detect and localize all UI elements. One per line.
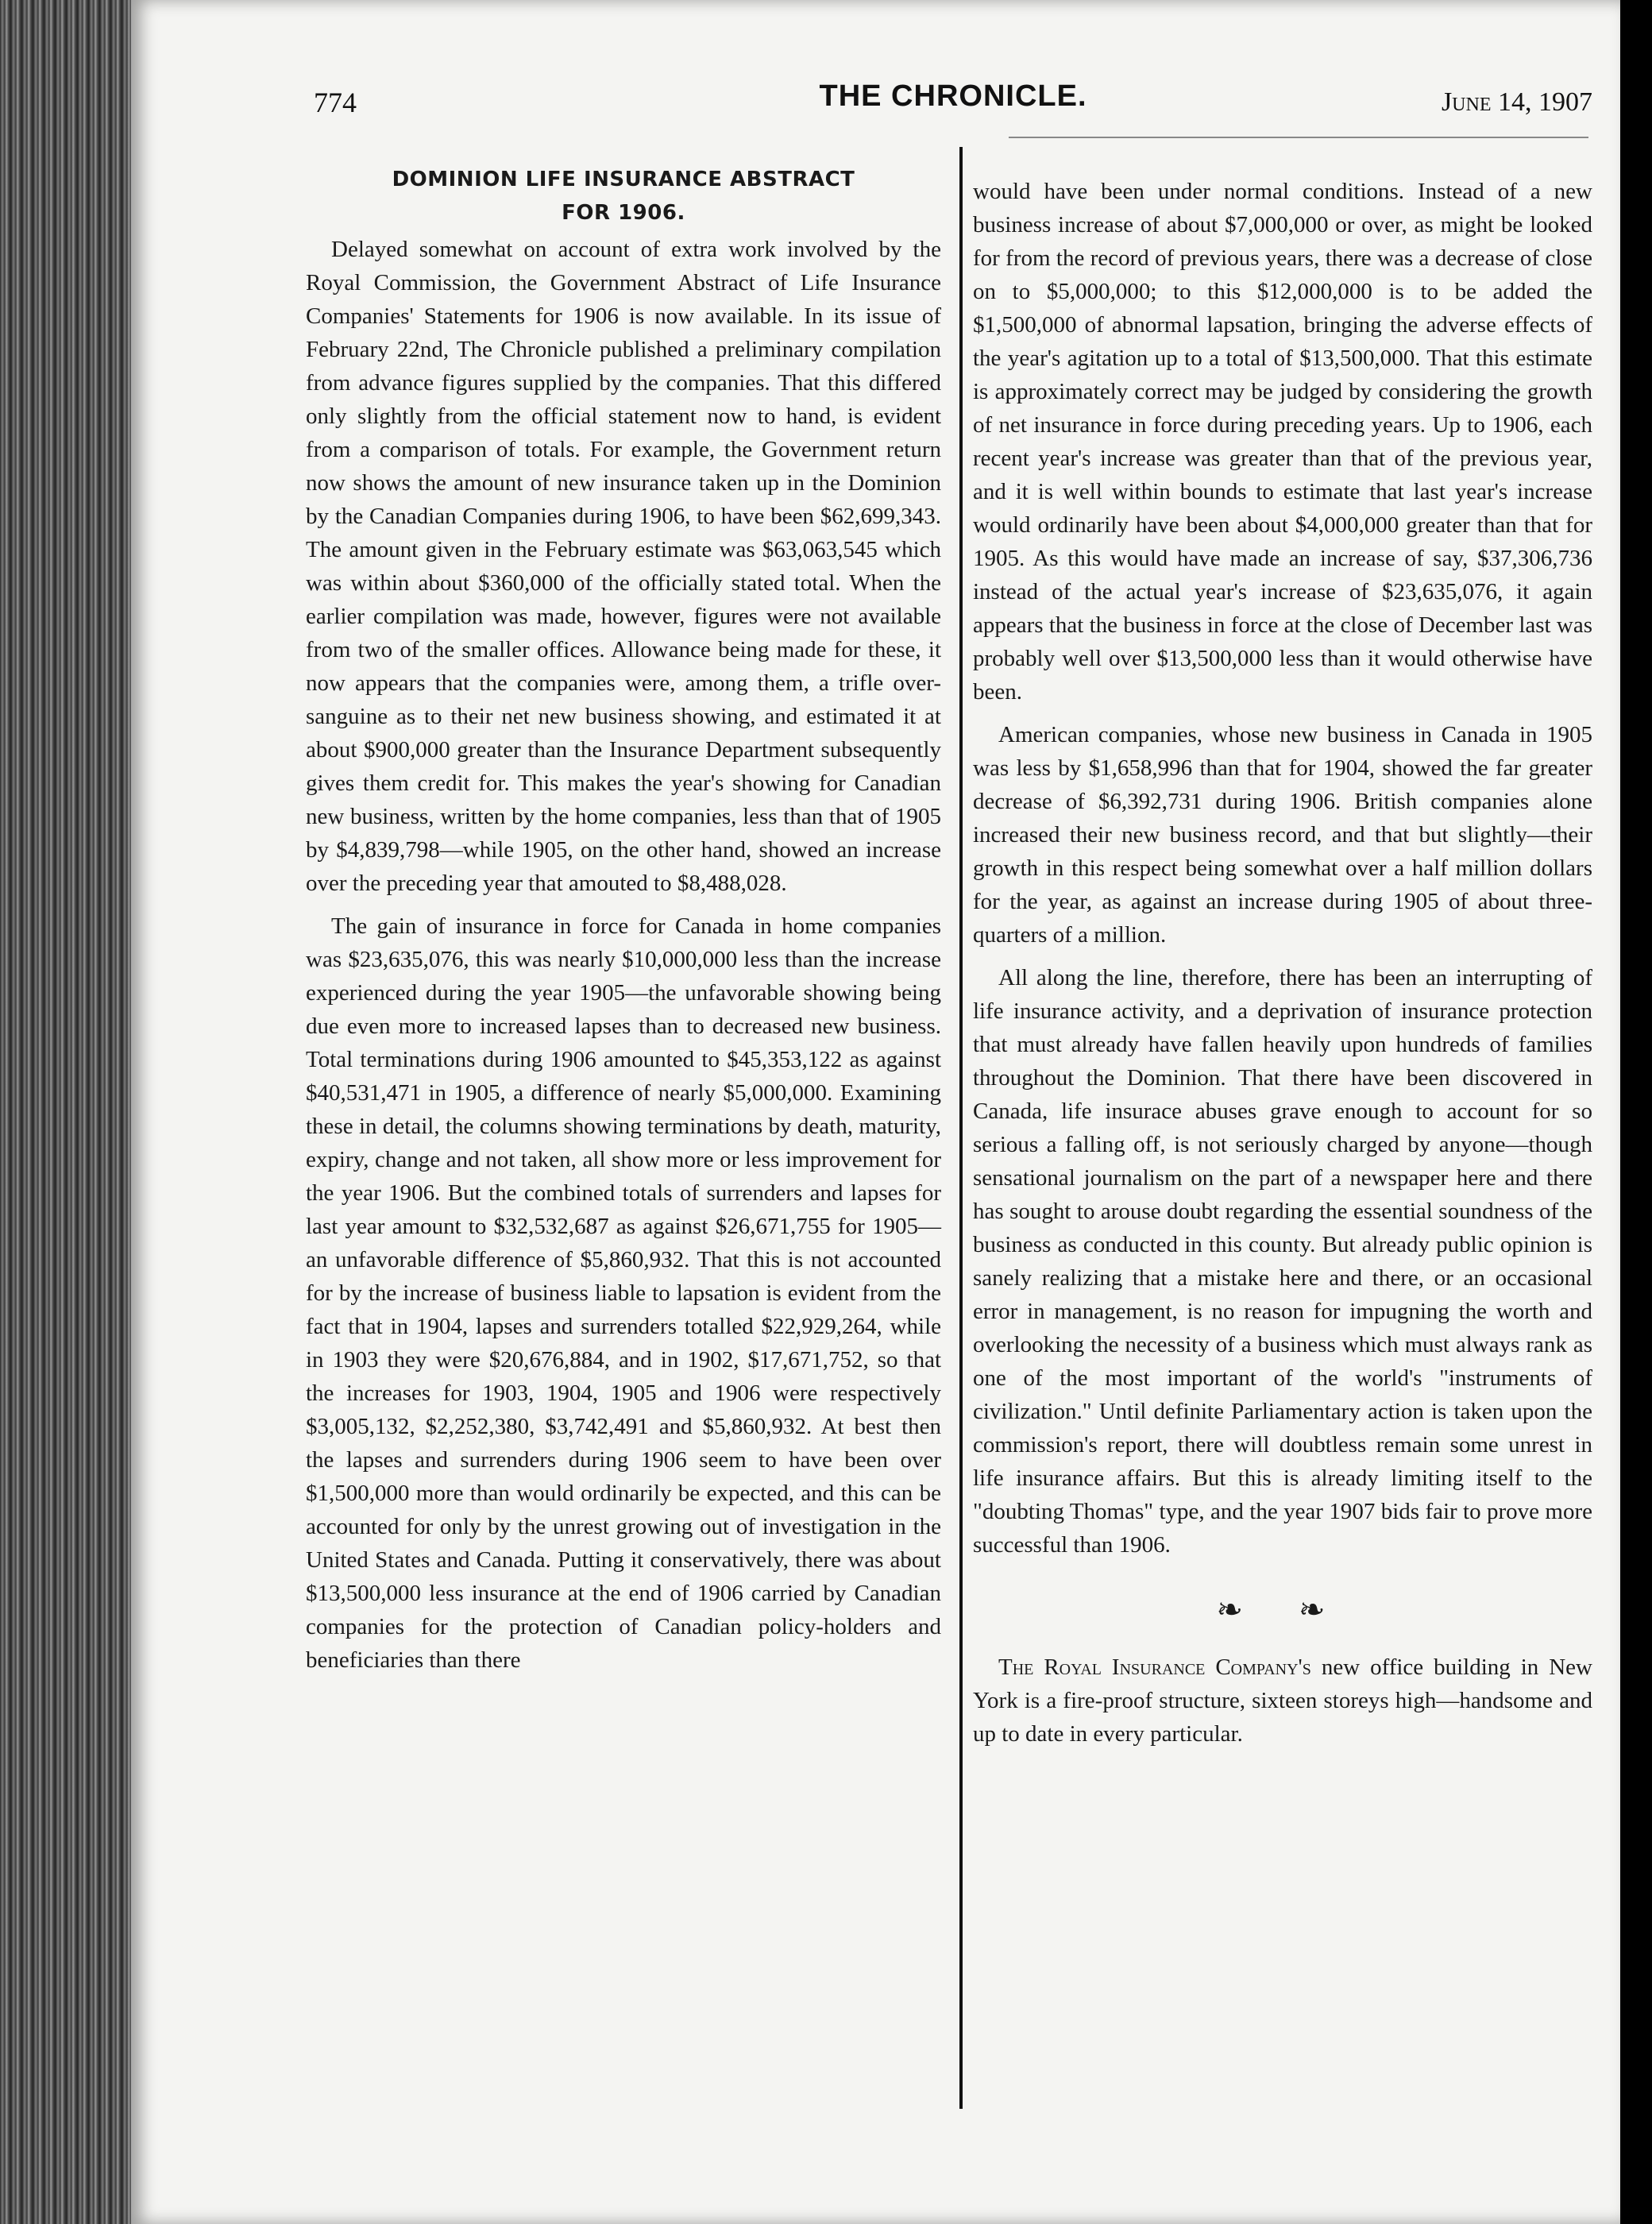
paragraph-2: The gain of insurance in force for Canada in home companies was $23,635,076, this was nearly $10,000,000 less than the increase experienced during the year 1905—the unfavorable showing being due even more to increased lapses than to decreased new business. Total terminations during 1906 amounted to $45,353,122 as against $40,531,471 in 1905, a difference of nearly $5,000,000. Examining these in detail, the columns showing terminations by death, maturity, expiry, change and not taken, all show more or less improvement for the year 1906. But the combined totals of surrenders and lapses for last year amount to $32,532,687 as against $26,671,755 for 1905—an unfavorable difference of $5,860,932. That this is not accounted for by the increase of business liable to lapsation is evident from the fact that in 1904, lapses and surrenders totalled $22,929,264, while in 1903 they were $20,676,884, and in 1902, $17,671,752, so that the increases for 1903, 1904, 1905 and 1906 were respectively $3,005,132, $2,252,380, $3,742,491 and $5,860,932. At best then the lapses and surrenders during 1906 seem to have been over $1,500,000 more than would ordinarily be expected, and this can be accounted for only by the unrest growing out of investigation in the United States and Canada. Putting it conservatively, there was about $13,500,000 less insurance at the end of 1906 carried by Canadian companies for the protection of Canadian policy-holders and beneficiaries than there: [306, 913, 941, 1673]
section-ornament: ❧ ❧: [1216, 1592, 1349, 1627]
book-spine: [0, 0, 131, 2224]
notice-lead: The Royal Insurance Company's: [998, 1654, 1311, 1680]
paragraph-4: American companies, whose new business in Canada in 1905 was less by $1,658,996 than that for 1904, showed the far greater decrease of $6,392,731 during 1906. British companies alone increased their new business record, and that but slightly—their growth in this respect being somewhat over a half million dollars for the year, as against an increase during 1905 of about three-quarters of a million.: [973, 722, 1592, 948]
paragraph-3: would have been under normal conditions. Instead of a new business increase of about $7,000,000 or over, as might be looked for from the record of previous years, there was a decrease of close on to $5,000,000; to this $12,000,000 is to be added the $1,500,000 of abnormal lapsation, bringing the adverse effects of the year's agitation up to a total of $13,500,000. That this estimate is approximately correct may be judged by considering the growth of net insurance in force during preceding years. Up to 1906, each recent year's increase was greater than that of the previous year, and it is well within bounds to estimate that last year's increase would ordinarily have been about $4,000,000 greater than that for 1905. As this would have made an increase of say, $37,306,736 instead of the actual year's increase of $23,635,076, it again appears that the business in force at the close of December last was probably well over $13,500,000 less than it would otherwise have been.: [973, 179, 1592, 705]
article-title-line2: FOR 1906.: [562, 201, 685, 225]
article-title: [306, 163, 941, 230]
scan-border: [1620, 0, 1652, 2224]
right-column: [973, 175, 1592, 1751]
paragraph-5: All along the line, therefore, there has been an interrupting of life insurance activity, and a deprivation of insurance protection that must already have fallen heavily upon hundreds of families throughout the Dominion. That there have been discovered in Canada, life insurace abuses grave enough to account for so serious a falling off, is not seriously charged by anyone—though sensational journalism on the part of a newspaper here and there has sought to arouse doubt regarding the essential soundness of the business as conducted in this county. But already public opinion is sanely realizing that a mistake here and there, or an occasional error in management, is no reason for impugning the worth and overlooking the necessity of a business which must always rank as one of the most important of the world's "instruments of civilization." Until definite Parliamentary action is taken upon the commission's report, there will doubtless remain some unrest in life insurance affairs. But this is already limiting itself to the "doubting Thomas" type, and the year 1907 bids fair to prove more successful than 1906.: [973, 965, 1592, 1558]
page-number: 774: [314, 87, 357, 118]
left-column: [306, 163, 941, 1677]
column-divider: [959, 147, 963, 2109]
notice-body: new office building in New York is a fire-proof structure, sixteen storeys high—handsome and up to date in every particular.: [973, 1654, 1592, 1747]
paragraph-1: Delayed somewhat on account of extra work involved by the Royal Commission, the Government Abstract of Life Insurance Companies' Statements for 1906 is now available. In its issue of February 22nd, The Chronicle published a preliminary compilation from advance figures supplied by the companies. That this differed only slightly from the official statement now to hand, is evident from a comparison of totals. For example, the Government return now shows the amount of new insurance taken up in the Dominion by the Canadian Companies during 1906, to have been $62,699,343. The amount given in the February estimate was $63,063,545 which was within about $360,000 of the officially stated total. When the earlier compilation was made, however, figures were not available from two of the smaller offices. Allowance being made for these, it now appears that the companies were, among them, a trifle over-sanguine as to their net new business showing, and estimated it at about $900,000 greater than the Insurance Department subsequently gives them credit for. This makes the year's showing for Canadian new business, written by the home companies, less than that of 1905 by $4,839,798—while 1905, on the other hand, showed an increase over the preceding year that amouted to $8,488,028.: [306, 237, 941, 896]
header-rule: [1009, 137, 1588, 138]
article-title-line1: DOMINION LIFE INSURANCE ABSTRACT: [392, 168, 855, 191]
issue-date: June 14, 1907: [1441, 87, 1592, 117]
masthead: THE CHRONICLE.: [819, 79, 1087, 113]
royal-insurance-notice: [973, 1651, 1592, 1751]
page-header: [314, 79, 1592, 127]
